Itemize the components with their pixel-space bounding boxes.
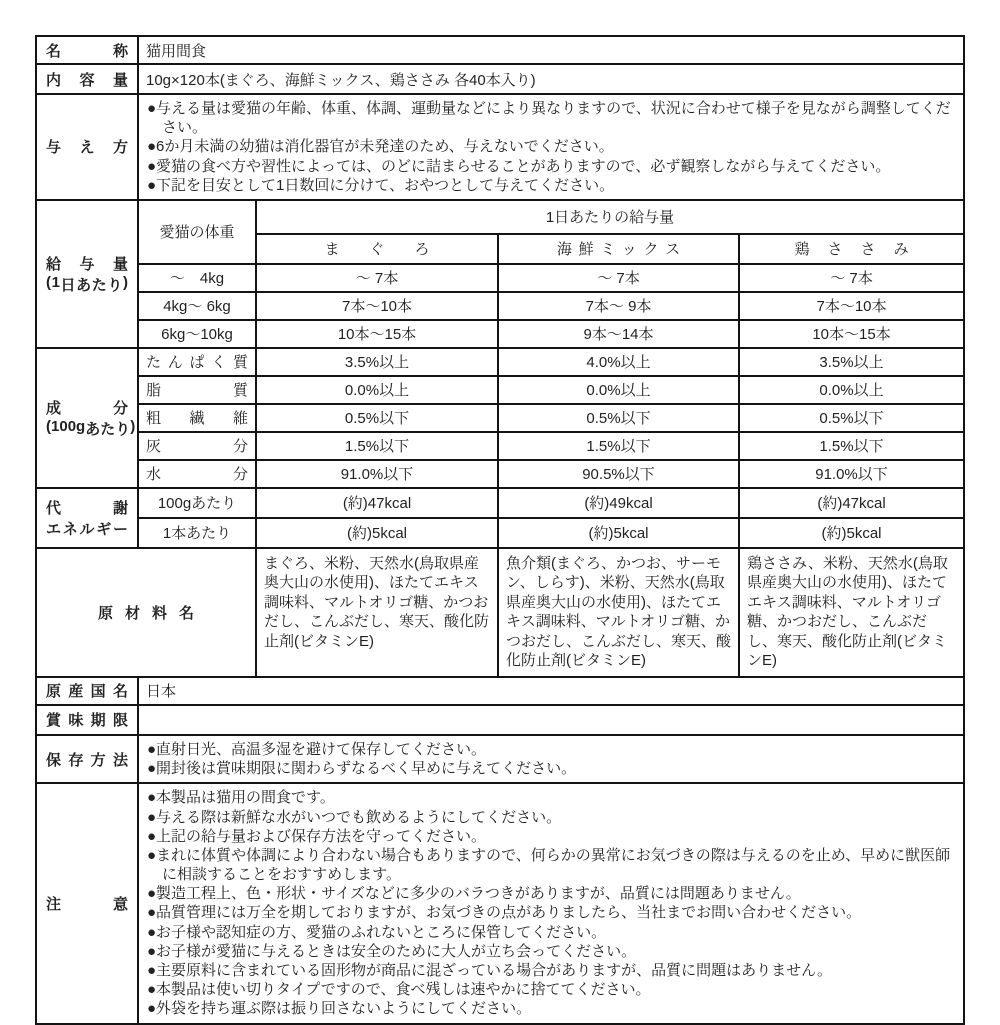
- flavor-header-sasami: 鶏ささみ: [739, 234, 964, 264]
- energy-row: [36, 518, 964, 548]
- energy-label-line2: エ ネ ル ギ ー: [46, 520, 128, 538]
- serving-row: [36, 320, 964, 348]
- weight-range: ～ 4kg: [138, 264, 256, 292]
- nutrient-maguro: 3.5%以上: [256, 348, 498, 376]
- product-label: [35, 35, 965, 1025]
- ingredients-kaisen: 魚介類(まぐろ、かつお、サーモン、しらす)、米粉、天然水(鳥取県産奥大山の水使用)、ほたてエキス調味料、マルトオリゴ糖、かつおだし、こんぶだし、寒天、酸化防止剤(ビタミンE): [498, 548, 739, 677]
- feeding-instructions: [138, 94, 964, 200]
- energy-basis: 100gあたり: [138, 488, 256, 518]
- serving-label-line1: 給 与 量: [46, 255, 128, 273]
- energy-maguro: (約)5kcal: [256, 518, 498, 548]
- caution-notes: [138, 783, 964, 1023]
- serving-row: [36, 292, 964, 320]
- caution-bullet: ●本製品は使い切りタイプですので、食べ残しは速やかに捨ててください。: [147, 981, 651, 999]
- nutrient-kaisen: 90.5%以下: [498, 460, 739, 488]
- composition-row: [36, 432, 964, 460]
- contents-value: 10g×120本(まぐろ、海鮮ミックス、鶏ささみ 各40本入り): [138, 64, 964, 94]
- nutrient-maguro: 1.5%以下: [256, 432, 498, 460]
- energy-kaisen: (約)49kcal: [498, 488, 739, 518]
- storage-bullet: ●開封後は賞味期限に関わらずなるべく早めに与えてください。: [147, 760, 577, 778]
- row-caution: [36, 783, 964, 1023]
- row-storage: [36, 735, 964, 783]
- serving-label-cell: [36, 200, 138, 348]
- nutrient-maguro: 0.5%以下: [256, 404, 498, 432]
- serving-kaisen: 7本～ 9本: [498, 292, 739, 320]
- energy-kaisen: (約)5kcal: [498, 518, 739, 548]
- energy-label-cell: [36, 488, 138, 548]
- ingredients-sasami: 鶏ささみ、米粉、天然水(鳥取県産奥大山の水使用)、ほたてエキス調味料、マルトオリゴ糖、かつおだし、こんぶだし、寒天、酸化防止剤(ビタミンE): [739, 548, 964, 677]
- energy-maguro: (約)47kcal: [256, 488, 498, 518]
- caution-bullet: ●お子様が愛猫に与えるときは安全のために大人が立ち会ってください。: [147, 942, 637, 960]
- nutrient-sasami: 1.5%以下: [739, 432, 964, 460]
- row-feeding: [36, 94, 964, 200]
- energy-label-line1: 代 謝: [46, 499, 128, 517]
- energy-row: [36, 488, 964, 518]
- nutrient-sasami: 0.0%以上: [739, 376, 964, 404]
- weight-range: 4kg～ 6kg: [138, 292, 256, 320]
- caution-bullet: ●上記の給与量および保存方法を守ってください。: [147, 827, 487, 845]
- storage-label-cell: [36, 735, 138, 783]
- nutrient-name-cell: [138, 404, 256, 432]
- nutrient-name: 水 分: [146, 466, 248, 484]
- flavor-header-maguro: まぐろ: [256, 234, 498, 264]
- row-expiry: [36, 705, 964, 735]
- contents-label-cell: [36, 64, 138, 94]
- composition-row: [36, 404, 964, 432]
- row-contents: [36, 64, 964, 94]
- feeding-label-cell: [36, 94, 138, 200]
- energy-sasami: (約)5kcal: [739, 518, 964, 548]
- caution-label-cell: [36, 783, 138, 1023]
- energy-basis: 1本あたり: [138, 518, 256, 548]
- nutrient-sasami: 0.5%以下: [739, 404, 964, 432]
- storage-instructions: [138, 735, 964, 783]
- nutrient-name: 脂 質: [146, 382, 248, 400]
- origin-value: 日本: [138, 677, 964, 705]
- serving-row: [36, 264, 964, 292]
- caution-label: 注 意: [46, 895, 128, 913]
- composition-label-cell: [36, 348, 138, 488]
- nutrient-kaisen: 1.5%以下: [498, 432, 739, 460]
- serving-maguro: ～ 7本: [256, 264, 498, 292]
- composition-label-line2: ( 1 0 0 g あ た り ): [46, 417, 136, 438]
- expiry-label-cell: [36, 705, 138, 735]
- daily-amount-header: 1日あたりの給与量: [256, 200, 964, 234]
- feeding-bullet: ●愛猫の食べ方や習性によっては、のどに詰まらせることがありますので、必ず観察しながら与えてください。: [147, 157, 891, 175]
- caution-bullet: ●品質管理には万全を期しておりますが、お気づきの点がありましたら、当社までお問い合わせください。: [147, 904, 862, 922]
- feeding-bullet: ●与える量は愛猫の年齢、体重、体調、運動量などにより異なりますので、状況に合わせて様子を見ながら調整してください。: [147, 100, 951, 137]
- storage-label: 保 存 方 法: [46, 751, 128, 769]
- caution-bullet: ●主要原料に含まれている固形物が商品に混ざっている場合がありますが、品質に問題はありません。: [147, 962, 832, 979]
- nutrient-name: た ん ぱ く 質: [146, 354, 248, 372]
- nutrient-sasami: 91.0%以下: [739, 460, 964, 488]
- weight-column-header: 愛猫の体重: [138, 200, 256, 264]
- nutrient-name-cell: [138, 460, 256, 488]
- composition-row: [36, 376, 964, 404]
- nutrient-maguro: 0.0%以上: [256, 376, 498, 404]
- name-value: 猫用間食: [138, 36, 964, 64]
- name-label: 名 称: [46, 42, 128, 60]
- flavor-header-kaisen: 海鮮ミックス: [498, 234, 739, 264]
- caution-bullet: ●本製品は猫用の間食です。: [147, 789, 335, 807]
- nutrient-name: 灰 分: [146, 438, 248, 456]
- row-origin: [36, 677, 964, 705]
- origin-label: 原 産 国 名: [46, 683, 128, 701]
- nutrient-maguro: 91.0%以下: [256, 460, 498, 488]
- nutrient-kaisen: 0.5%以下: [498, 404, 739, 432]
- serving-label-line2: ( 1 日 あ た り ): [46, 273, 128, 294]
- nutrient-kaisen: 0.0%以上: [498, 376, 739, 404]
- composition-row: [36, 460, 964, 488]
- nutrient-name-cell: [138, 376, 256, 404]
- serving-maguro: 7本～10本: [256, 292, 498, 320]
- serving-sasami: 10本～15本: [739, 320, 964, 348]
- serving-maguro: 10本～15本: [256, 320, 498, 348]
- serving-sasami: 7本～10本: [739, 292, 964, 320]
- serving-kaisen: ～ 7本: [498, 264, 739, 292]
- contents-label: 内 容 量: [46, 71, 128, 89]
- caution-bullet: ●与える際は新鮮な水がいつでも飲めるようにしてください。: [147, 808, 562, 826]
- nutrient-kaisen: 4.0%以上: [498, 348, 739, 376]
- caution-bullet: ●外袋を持ち運ぶ際は振り回さないようにしてください。: [147, 1000, 532, 1018]
- caution-bullet: ●お子様や認知症の方、愛猫のふれないところに保管してください。: [147, 923, 607, 941]
- expiry-value: [138, 705, 964, 735]
- product-info-table: [35, 35, 965, 1025]
- composition-row: [36, 348, 964, 376]
- row-ingredients: [36, 548, 964, 677]
- serving-kaisen: 9本～14本: [498, 320, 739, 348]
- feeding-bullet: ●6か月未満の幼猫は消化器官が未発達のため、与えないでください。: [147, 138, 614, 156]
- row-name: [36, 36, 964, 64]
- ingredients-label: 原材料名: [36, 548, 256, 677]
- ingredients-maguro: まぐろ、米粉、天然水(鳥取県産奥大山の水使用)、ほたてエキス調味料、マルトオリゴ糖、かつおだし、こんぶだし、寒天、酸化防止剤(ビタミンE): [256, 548, 498, 677]
- caution-bullet: ●まれに体質や体調により合わない場合もありますので、何らかの異常にお気づきの際は与えるのを止め、早めに獣医師に相談することをおすすめします。: [147, 846, 951, 884]
- nutrient-name: 粗 繊 維: [146, 410, 248, 428]
- weight-range: 6kg～10kg: [138, 320, 256, 348]
- storage-bullet: ●直射日光、高温多湿を避けて保存してください。: [147, 740, 487, 758]
- name-label-cell: [36, 36, 138, 64]
- composition-label-line1: 成 分: [46, 399, 128, 417]
- energy-sasami: (約)47kcal: [739, 488, 964, 518]
- caution-bullet: ●製造工程上、色・形状・サイズなどに多少のバラつきがありますが、品質には問題ありません。: [147, 885, 801, 903]
- origin-label-cell: [36, 677, 138, 705]
- expiry-label: 賞 味 期 限: [46, 712, 128, 730]
- nutrient-name-cell: [138, 348, 256, 376]
- nutrient-name-cell: [138, 432, 256, 460]
- row-serving-header: [36, 200, 964, 234]
- feeding-bullet: ●下記を目安として1日数回に分けて、おやつとして与えてください。: [147, 176, 615, 194]
- feeding-label: 与 え 方: [46, 139, 128, 157]
- nutrient-sasami: 3.5%以上: [739, 348, 964, 376]
- serving-sasami: ～ 7本: [739, 264, 964, 292]
